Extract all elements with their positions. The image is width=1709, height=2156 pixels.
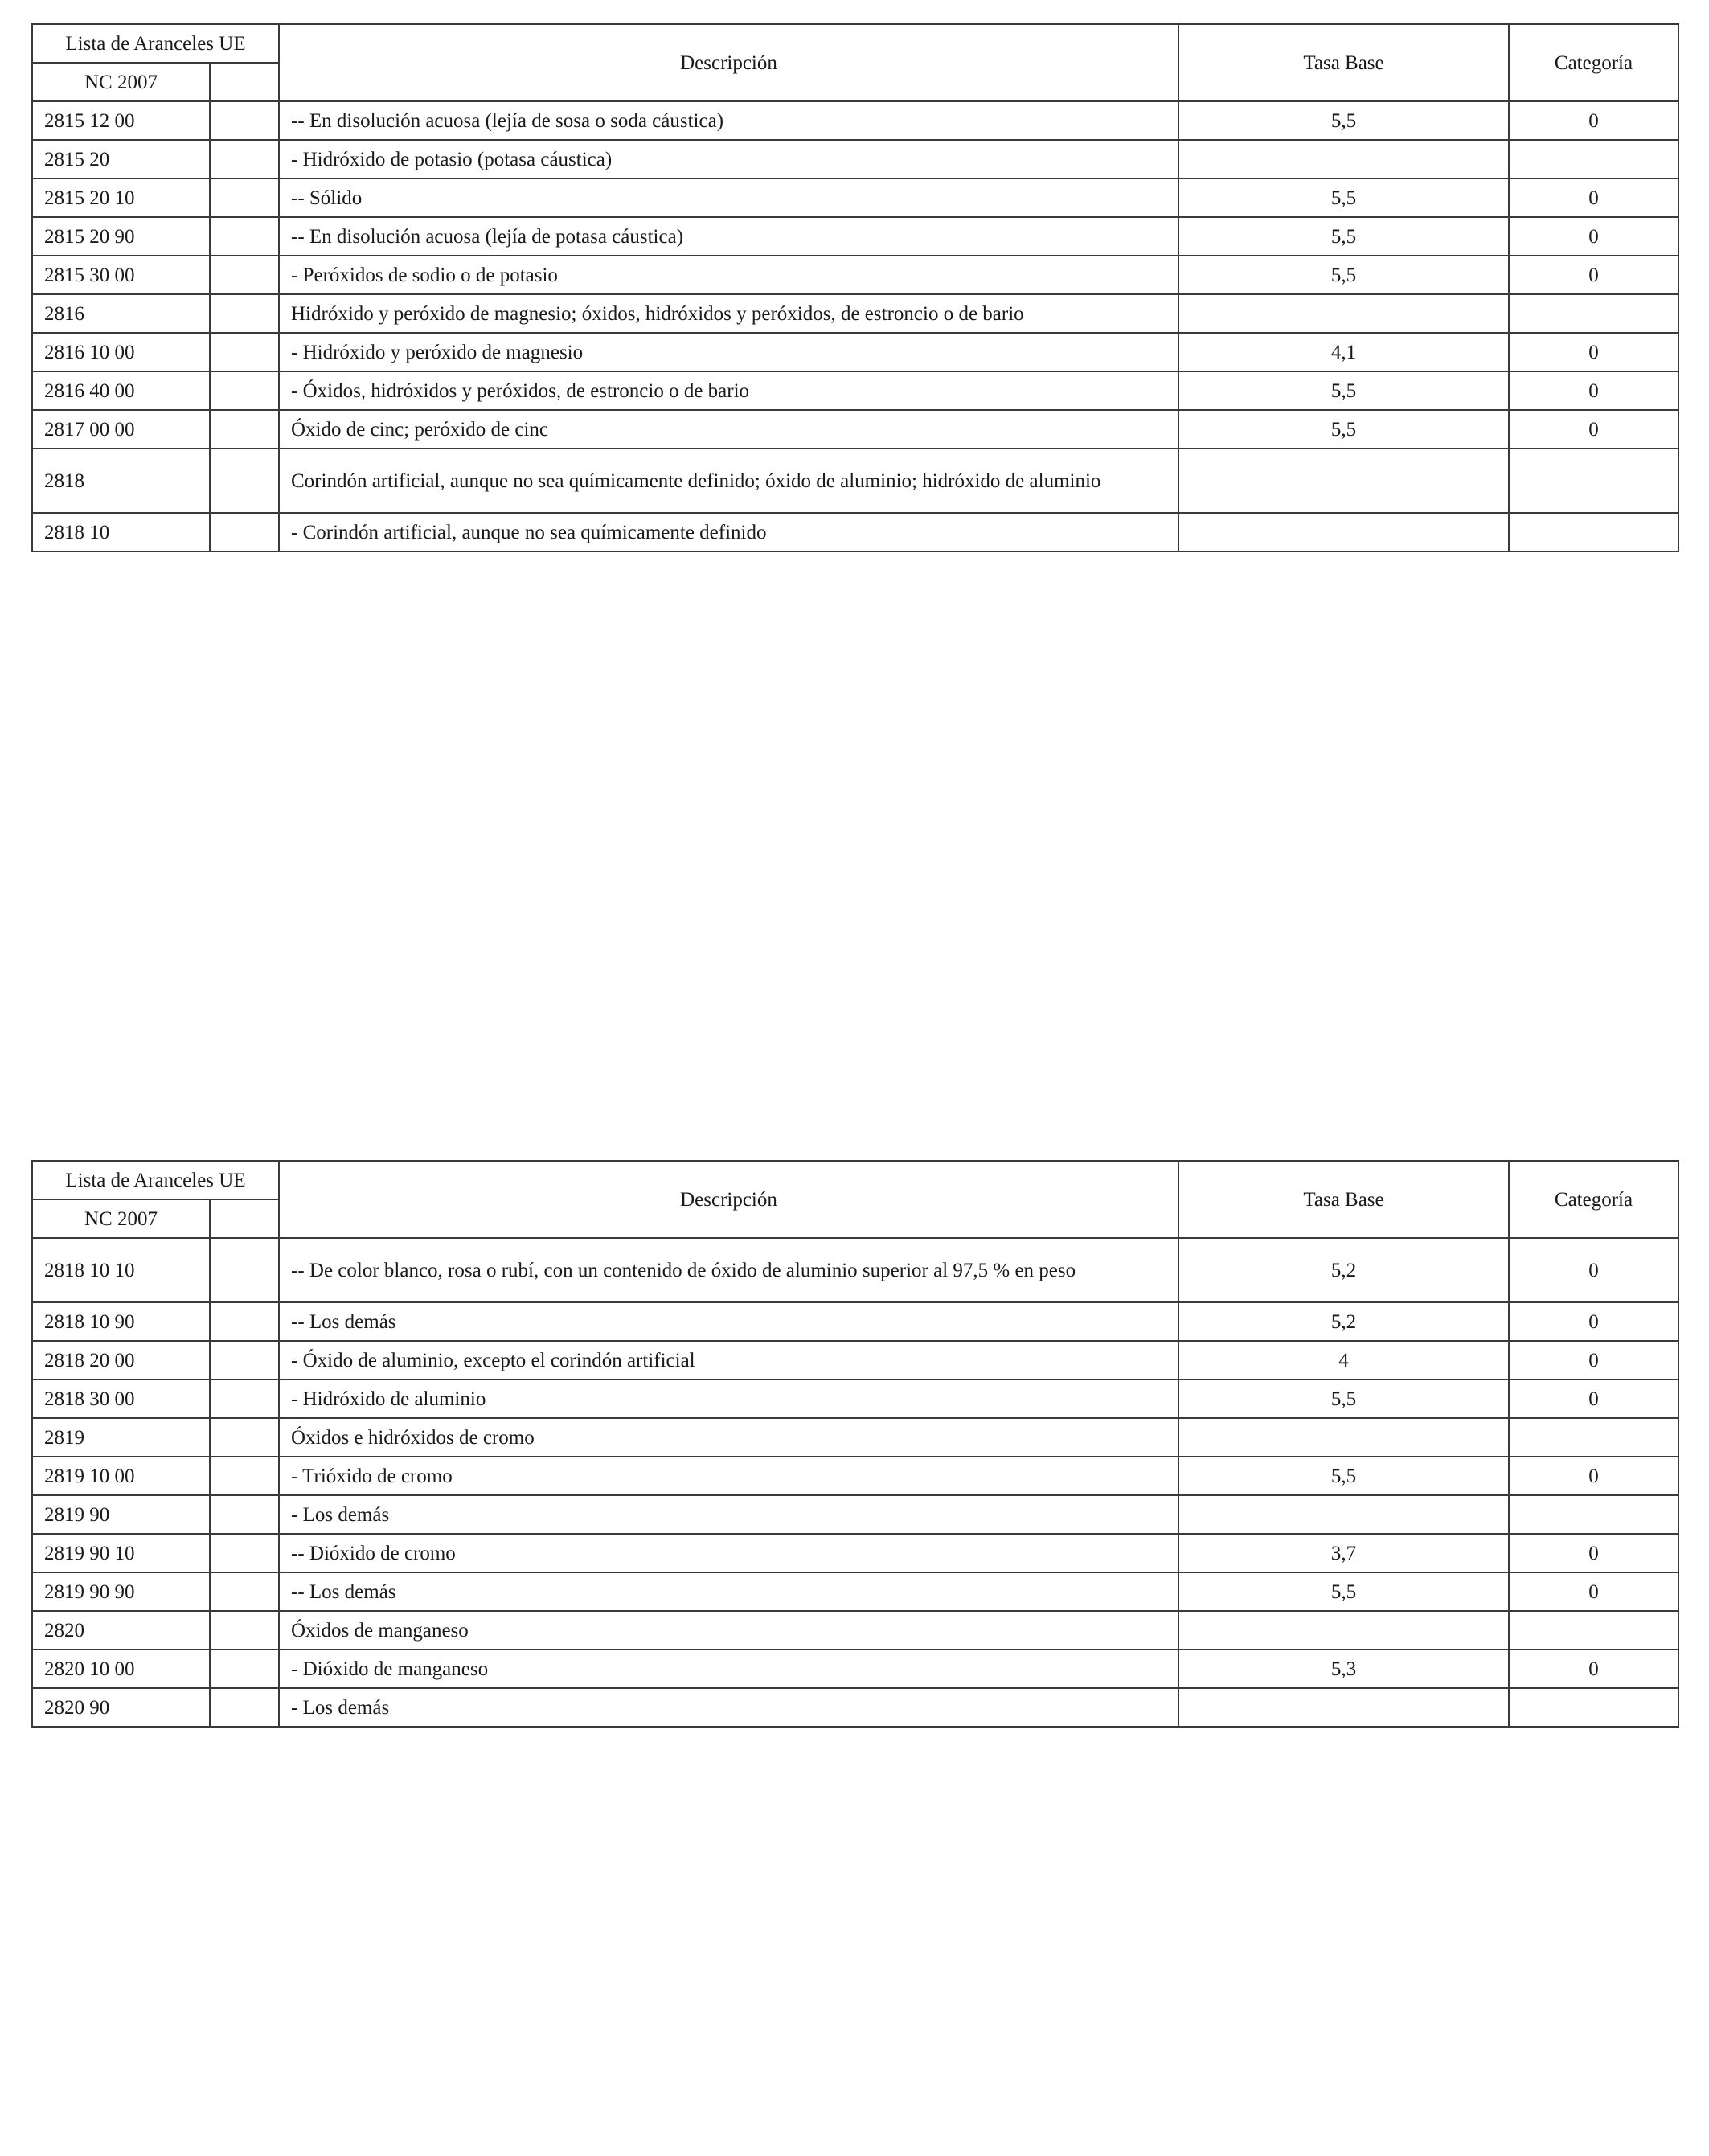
table-row — [32, 1457, 1678, 1495]
category-cell: 0 — [1509, 1238, 1678, 1302]
table-row — [32, 1572, 1678, 1611]
category-cell: 0 — [1509, 178, 1678, 217]
category-cell — [1509, 294, 1678, 333]
base-rate-cell: 5,5 — [1178, 371, 1509, 410]
nc-code-cell: 2818 10 — [32, 513, 210, 551]
nc-code-cell: 2815 30 00 — [32, 256, 210, 294]
blank-cell — [210, 1534, 279, 1572]
table-row — [32, 410, 1678, 449]
table-row — [32, 371, 1678, 410]
nc-code-cell: 2819 10 00 — [32, 1457, 210, 1495]
nc-code-cell: 2816 — [32, 294, 210, 333]
table-body — [32, 1238, 1678, 1727]
nc-code-cell: 2815 20 — [32, 140, 210, 178]
blank-cell — [210, 1611, 279, 1650]
blank-cell — [210, 333, 279, 371]
blank-cell — [210, 1379, 279, 1418]
header-tariff-list: Lista de Aranceles UE — [32, 24, 279, 63]
description-cell: Corindón artificial, aunque no sea químicamente definido; óxido de aluminio; hidróxido de aluminio — [279, 449, 1178, 513]
header-category: Categoría — [1509, 24, 1678, 101]
header-category: Categoría — [1509, 1161, 1678, 1238]
base-rate-cell: 5,2 — [1178, 1302, 1509, 1341]
base-rate-cell: 4,1 — [1178, 333, 1509, 371]
base-rate-cell — [1178, 140, 1509, 178]
blank-cell — [210, 1418, 279, 1457]
blank-cell — [210, 1302, 279, 1341]
category-cell — [1509, 449, 1678, 513]
table-row — [32, 101, 1678, 140]
base-rate-cell: 5,5 — [1178, 178, 1509, 217]
base-rate-cell: 5,5 — [1178, 256, 1509, 294]
description-cell: - Hidróxido de potasio (potasa cáustica) — [279, 140, 1178, 178]
nc-code-cell: 2816 40 00 — [32, 371, 210, 410]
blank-cell — [210, 101, 279, 140]
category-cell: 0 — [1509, 1650, 1678, 1688]
nc-code-cell: 2815 20 10 — [32, 178, 210, 217]
nc-code-cell: 2818 20 00 — [32, 1341, 210, 1379]
category-cell: 0 — [1509, 217, 1678, 256]
nc-code-cell: 2817 00 00 — [32, 410, 210, 449]
tariff-table-1 — [31, 23, 1679, 552]
blank-cell — [210, 1572, 279, 1611]
category-cell — [1509, 1688, 1678, 1727]
category-cell: 0 — [1509, 1341, 1678, 1379]
nc-code-cell: 2819 90 — [32, 1495, 210, 1534]
description-cell: - Corindón artificial, aunque no sea químicamente definido — [279, 513, 1178, 551]
nc-code-cell: 2820 — [32, 1611, 210, 1650]
base-rate-cell — [1178, 1688, 1509, 1727]
table-row — [32, 1534, 1678, 1572]
description-cell: - Hidróxido y peróxido de magnesio — [279, 333, 1178, 371]
table-row — [32, 1341, 1678, 1379]
description-cell: -- En disolución acuosa (lejía de sosa o soda cáustica) — [279, 101, 1178, 140]
description-cell: -- Dióxido de cromo — [279, 1534, 1178, 1572]
base-rate-cell: 5,5 — [1178, 1572, 1509, 1611]
category-cell — [1509, 1418, 1678, 1457]
blank-cell — [210, 1341, 279, 1379]
description-cell: Óxidos de manganeso — [279, 1611, 1178, 1650]
description-cell: -- Los demás — [279, 1302, 1178, 1341]
blank-cell — [210, 449, 279, 513]
blank-cell — [210, 371, 279, 410]
nc-code-cell: 2815 20 90 — [32, 217, 210, 256]
base-rate-cell — [1178, 1495, 1509, 1534]
nc-code-cell: 2820 10 00 — [32, 1650, 210, 1688]
blank-cell — [210, 1688, 279, 1727]
base-rate-cell — [1178, 513, 1509, 551]
base-rate-cell: 5,5 — [1178, 1457, 1509, 1495]
base-rate-cell — [1178, 1418, 1509, 1457]
description-cell: - Los demás — [279, 1495, 1178, 1534]
base-rate-cell: 5,5 — [1178, 101, 1509, 140]
table-row — [32, 1379, 1678, 1418]
blank-cell — [210, 513, 279, 551]
table-header — [32, 1161, 1678, 1238]
category-cell — [1509, 1495, 1678, 1534]
category-cell: 0 — [1509, 1572, 1678, 1611]
base-rate-cell: 5,2 — [1178, 1238, 1509, 1302]
base-rate-cell: 3,7 — [1178, 1534, 1509, 1572]
description-cell: - Peróxidos de sodio o de potasio — [279, 256, 1178, 294]
category-cell: 0 — [1509, 410, 1678, 449]
table-row — [32, 513, 1678, 551]
category-cell — [1509, 140, 1678, 178]
table-row — [32, 1611, 1678, 1650]
description-cell: -- De color blanco, rosa o rubí, con un contenido de óxido de aluminio superior al 97,5 % en peso — [279, 1238, 1178, 1302]
base-rate-cell: 5,5 — [1178, 1379, 1509, 1418]
header-base-rate: Tasa Base — [1178, 1161, 1509, 1238]
base-rate-cell: 5,5 — [1178, 217, 1509, 256]
header-blank-cell — [210, 63, 279, 101]
category-cell — [1509, 1611, 1678, 1650]
table-row — [32, 333, 1678, 371]
table-row — [32, 1495, 1678, 1534]
category-cell: 0 — [1509, 1302, 1678, 1341]
header-tariff-list: Lista de Aranceles UE — [32, 1161, 279, 1199]
description-cell: - Los demás — [279, 1688, 1178, 1727]
description-cell: - Óxido de aluminio, excepto el corindón artificial — [279, 1341, 1178, 1379]
blank-cell — [210, 1650, 279, 1688]
category-cell: 0 — [1509, 1534, 1678, 1572]
table-row — [32, 1302, 1678, 1341]
description-cell: - Óxidos, hidróxidos y peróxidos, de estroncio o de bario — [279, 371, 1178, 410]
description-cell: - Trióxido de cromo — [279, 1457, 1178, 1495]
nc-code-cell: 2816 10 00 — [32, 333, 210, 371]
category-cell: 0 — [1509, 101, 1678, 140]
description-cell: -- Sólido — [279, 178, 1178, 217]
table-row — [32, 256, 1678, 294]
nc-code-cell: 2818 — [32, 449, 210, 513]
base-rate-cell: 5,5 — [1178, 410, 1509, 449]
blank-cell — [210, 256, 279, 294]
description-cell: -- En disolución acuosa (lejía de potasa cáustica) — [279, 217, 1178, 256]
description-cell: Hidróxido y peróxido de magnesio; óxidos, hidróxidos y peróxidos, de estroncio o de bario — [279, 294, 1178, 333]
category-cell: 0 — [1509, 371, 1678, 410]
nc-code-cell: 2818 30 00 — [32, 1379, 210, 1418]
base-rate-cell: 4 — [1178, 1341, 1509, 1379]
nc-code-cell: 2819 90 90 — [32, 1572, 210, 1611]
base-rate-cell — [1178, 1611, 1509, 1650]
table-row — [32, 217, 1678, 256]
table-row — [32, 449, 1678, 513]
header-blank-cell — [210, 1199, 279, 1238]
base-rate-cell — [1178, 449, 1509, 513]
blank-cell — [210, 294, 279, 333]
category-cell: 0 — [1509, 333, 1678, 371]
blank-cell — [210, 217, 279, 256]
description-cell: -- Los demás — [279, 1572, 1178, 1611]
blank-cell — [210, 1495, 279, 1534]
blank-cell — [210, 1238, 279, 1302]
base-rate-cell — [1178, 294, 1509, 333]
table-row — [32, 178, 1678, 217]
blank-cell — [210, 410, 279, 449]
nc-code-cell: 2815 12 00 — [32, 101, 210, 140]
tariff-table-2 — [31, 1160, 1679, 1728]
header-nc-2007: NC 2007 — [32, 1199, 210, 1238]
description-cell: - Dióxido de manganeso — [279, 1650, 1178, 1688]
description-cell: - Hidróxido de aluminio — [279, 1379, 1178, 1418]
nc-code-cell: 2818 10 90 — [32, 1302, 210, 1341]
header-nc-2007: NC 2007 — [32, 63, 210, 101]
description-cell: Óxido de cinc; peróxido de cinc — [279, 410, 1178, 449]
header-base-rate: Tasa Base — [1178, 24, 1509, 101]
description-cell: Óxidos e hidróxidos de cromo — [279, 1418, 1178, 1457]
blank-cell — [210, 178, 279, 217]
category-cell — [1509, 513, 1678, 551]
table-row — [32, 1650, 1678, 1688]
nc-code-cell: 2819 — [32, 1418, 210, 1457]
nc-code-cell: 2819 90 10 — [32, 1534, 210, 1572]
header-description: Descripción — [279, 1161, 1178, 1238]
category-cell: 0 — [1509, 256, 1678, 294]
table-row — [32, 294, 1678, 333]
nc-code-cell: 2818 10 10 — [32, 1238, 210, 1302]
base-rate-cell: 5,3 — [1178, 1650, 1509, 1688]
nc-code-cell: 2820 90 — [32, 1688, 210, 1727]
table-row — [32, 140, 1678, 178]
table-row — [32, 1238, 1678, 1302]
blank-cell — [210, 1457, 279, 1495]
table-row — [32, 1688, 1678, 1727]
table-row — [32, 1418, 1678, 1457]
category-cell: 0 — [1509, 1457, 1678, 1495]
category-cell: 0 — [1509, 1379, 1678, 1418]
blank-cell — [210, 140, 279, 178]
header-description: Descripción — [279, 24, 1178, 101]
table-header — [32, 24, 1678, 101]
table-body — [32, 101, 1678, 551]
